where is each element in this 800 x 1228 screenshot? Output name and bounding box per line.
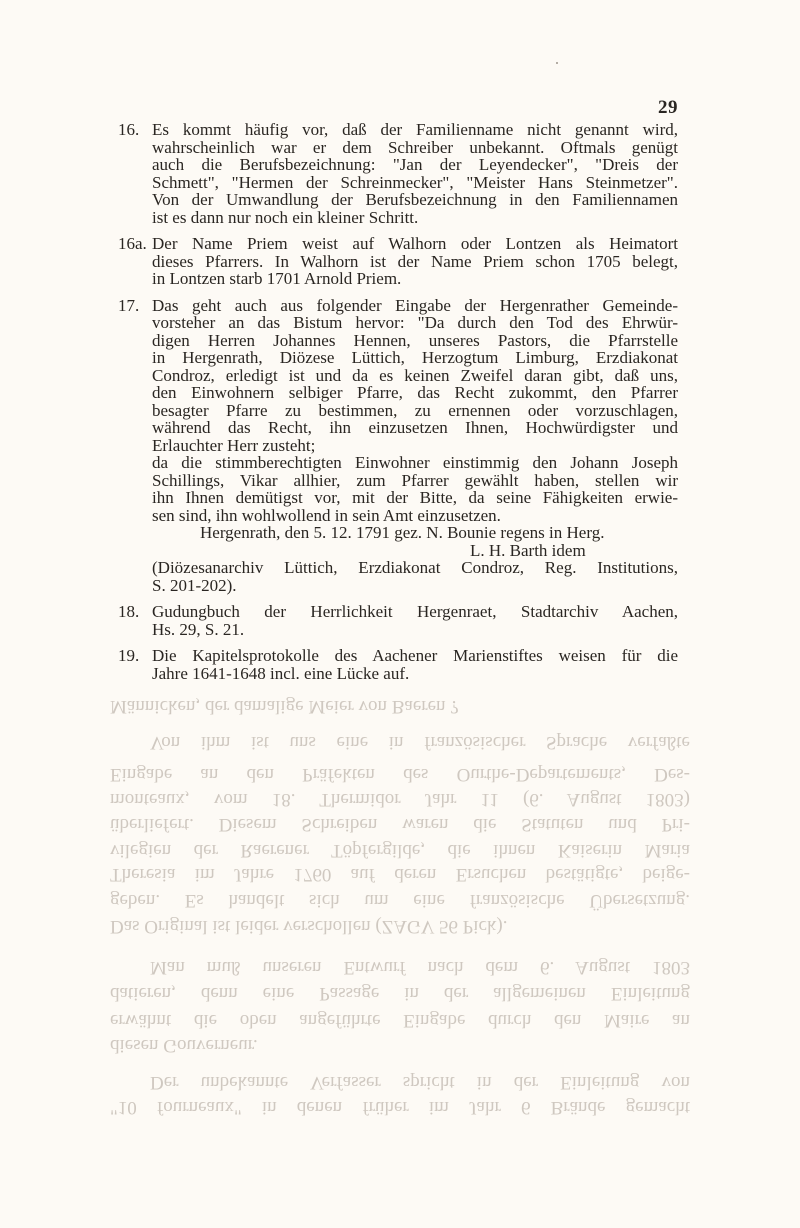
text-line: in Lontzen starb 1701 Arnold Priem. [152, 269, 402, 288]
paper-speck [556, 62, 558, 64]
text-line: digen Herren Johannes Hennen, unseres Pastors, die Pfarrstelle [152, 330, 678, 350]
ghost-line: datieren, denn eine Passage in der allgemeinen Einleitung [110, 983, 690, 1004]
text-line: Schillings, Vikar allhier, zum Pfarrer gewählt haben, stellen wir [152, 470, 678, 490]
endnote-18 [118, 603, 678, 638]
ghost-line: geben. Es handelt sich um eine französische Übersetzung. [110, 890, 690, 911]
endnote-number: 16a. [118, 234, 147, 253]
text-line: vorsteher an das Bistum hervor: "Da durch den Tod des Ehrwür- [152, 313, 678, 332]
text-line: Hs. 29, S. 21. [152, 619, 245, 639]
text-line: Jahre 1641-1648 incl. eine Lücke auf. [152, 663, 410, 683]
text-line: Schmett", "Hermen der Schreinmecker", "Meister Hans Steinmetzer". [152, 172, 678, 192]
text-line: Erlauchter Herr zusteht; [152, 435, 316, 455]
ghost-line: erwähnt die oben angeführte Eingabe durch den Maire an [110, 1010, 690, 1031]
endnote-text [152, 603, 678, 638]
endnote-16a [118, 235, 678, 288]
signature-line: Hergenrath, den 5. 12. 1791 gez. N. Bounie regens in Herg. [200, 523, 605, 542]
ghost-line: überliefert. Diesem Schreiben waren die Statuten und Pri- [110, 814, 690, 835]
text-line: besagter Pfarre zu bestimmen, zu ernennen oder vorzuschlagen, [152, 400, 678, 420]
ghost-line: Der unbekannte Verfasser spricht in der Einleitung von [150, 1072, 690, 1093]
ghost-line: Theresia im Jahre 1760 auf deren Ersuchen bestätigte, beige- [110, 864, 690, 885]
text-line: während das Recht, ihn einzusetzen Ihnen, Hochwürdigster und [152, 418, 678, 437]
text-line: in Hergenrath, Diözese Lüttich, Herzogtum Limburg, Erzdiakonat [152, 348, 678, 367]
endnote-number: 17. [118, 295, 140, 315]
ghost-line: vilegien der Raerener Töpfergilde, die ihnen Kaiserin Maria [110, 840, 690, 861]
text-line: wahrscheinlich war er dem Schreiber unbekannt. Oftmals genügt [152, 137, 678, 157]
text-line: Von der Umwandlung der Berufsbezeichnung in den Familiennamen [152, 190, 678, 209]
text-line: da die stimmberechtigten Einwohner einstimmig den Johann Joseph [152, 453, 678, 472]
text-line: sen sind, ihn wohlwollend in sein Amt einzusetzen. [152, 505, 501, 525]
signature-line: L. H. Barth idem [470, 540, 586, 560]
text-line: Der Name Priem weist auf Walhorn oder Lontzen als Heimatort [152, 234, 678, 253]
text-line: auch die Berufsbezeichnung: "Jan der Leyendecker", "Dreis der [152, 155, 678, 174]
ghost-line: monteaux, vom 18. Thermidor Jahr 11 (6. August 1803) [110, 789, 690, 810]
text-line: Das geht auch aus folgender Eingabe der Hergenrather Gemeinde- [152, 295, 678, 315]
text-line: ist es dann nur noch ein kleiner Schritt. [152, 207, 419, 227]
source-citation: (Diözesanarchiv Lüttich, Erzdiakonat Condroz, Reg. Institutions, [152, 558, 678, 577]
ghost-line: Männicken, der damalige Meier von Baeren ? [110, 696, 459, 717]
endnotes-list [118, 121, 678, 691]
text-line: ihn Ihnen demütigst vor, mit der Bitte, da seine Fähigkeiten erwie- [152, 488, 678, 507]
endnote-text [152, 121, 678, 226]
text-line: Gudungbuch der Herrlichkeit Hergenraet, Stadtarchiv Aachen, [152, 602, 678, 621]
ghost-line: Das Original ist leider verschollen (ZAGV 56 Pick). [110, 916, 508, 937]
endnote-17 [118, 297, 678, 595]
text-line: Die Kapitelsprotokolle des Aachener Marienstiftes weisen für die [152, 646, 678, 665]
text-line: den Einwohnern selbiger Pfarre, das Recht zukommt, den Pfarrer [152, 383, 678, 402]
endnote-text [152, 647, 678, 682]
endnote-number: 18. [118, 602, 140, 621]
endnote-text [152, 235, 678, 288]
ghost-line: Von ihm ist uns eine in französischer Sprache verfaßte [150, 732, 690, 753]
endnote-number: 16. [118, 120, 140, 139]
ghost-line: Eingabe an den Präfekten des Ourthe-Departements, Des- [110, 764, 690, 785]
ghost-line: Man muß unseren Entwurf nach dem 6. August 1803 [150, 957, 690, 978]
text-line: dieses Pfarrers. In Walhorn ist der Name Priem schon 1705 belegt, [152, 251, 678, 271]
ghost-line: "10 fourneaux" in denen früher im Jahr 6 Brände gemacht [110, 1097, 690, 1118]
text-line: Es kommt häufig vor, daß der Familienname nicht genannt wird, [152, 120, 678, 139]
source-citation: S. 201-202). [152, 575, 237, 595]
text-line: Condroz, erledigt ist und da es keinen Zweifel daran gibt, daß uns, [152, 365, 678, 385]
endnote-text [152, 297, 678, 595]
endnote-19 [118, 647, 678, 682]
ghost-line: diesen Gouverneur. [110, 1035, 258, 1056]
page-number: 29 [658, 97, 678, 118]
endnote-16 [118, 121, 678, 226]
endnote-number: 19. [118, 646, 140, 665]
